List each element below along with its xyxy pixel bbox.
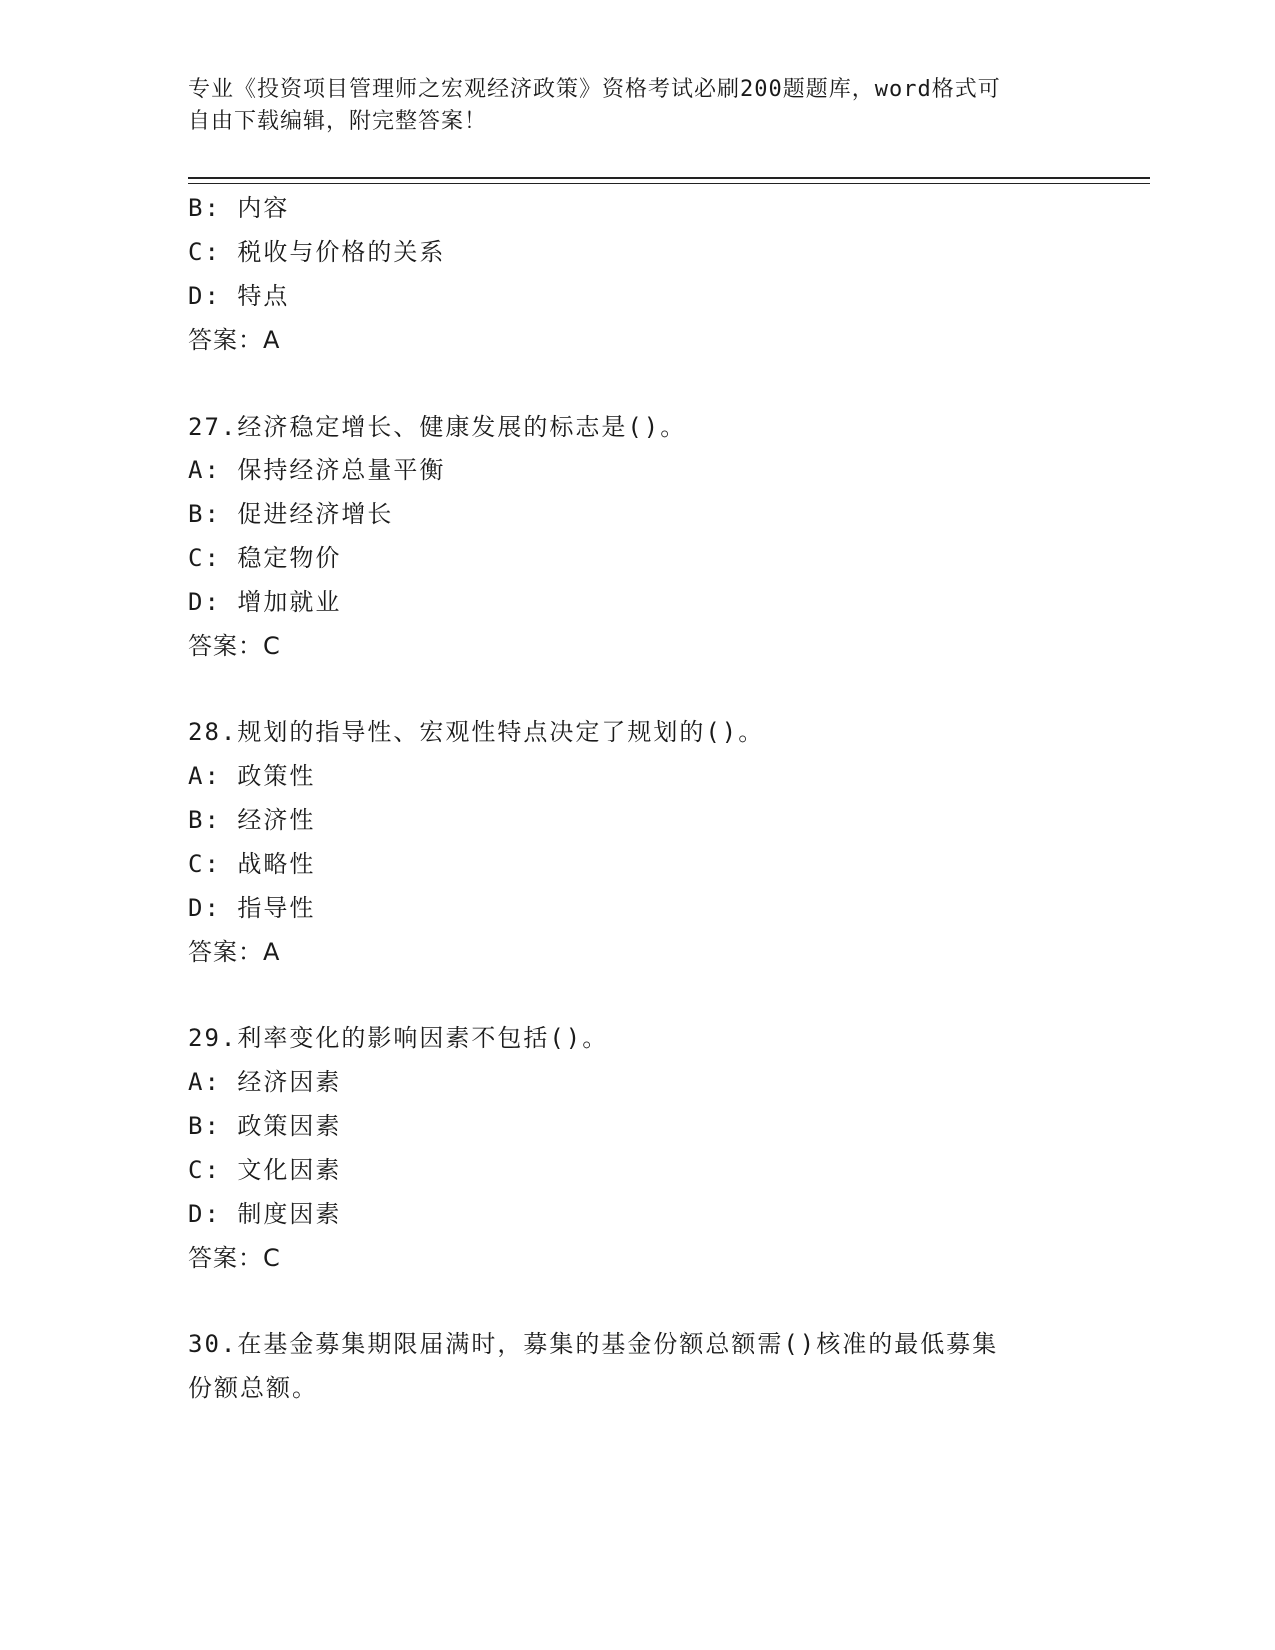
q29-option-b: B: 政策因素 bbox=[188, 1112, 342, 1140]
q29-option-d: D: 制度因素 bbox=[188, 1200, 342, 1228]
q27-option-a: A: 保持经济总量平衡 bbox=[188, 456, 446, 484]
q29-option-a: A: 经济因素 bbox=[188, 1068, 342, 1096]
q30-question-line-1: 30.在基金募集期限届满时，募集的基金份额总额需()核准的最低募集 bbox=[188, 1330, 999, 1358]
prev-option-d: D: 特点 bbox=[188, 282, 290, 310]
prev-option-c: C: 税收与价格的关系 bbox=[188, 238, 446, 266]
prev-answer: 答案：A bbox=[188, 326, 281, 354]
q28-option-a: A: 政策性 bbox=[188, 762, 316, 790]
q27-answer: 答案：C bbox=[188, 632, 281, 660]
q29-answer: 答案：C bbox=[188, 1244, 281, 1272]
document-header bbox=[188, 74, 1088, 138]
q28-option-d: D: 指导性 bbox=[188, 894, 316, 922]
q28-option-c: C: 战略性 bbox=[188, 850, 316, 878]
q27-option-b: B: 促进经济增长 bbox=[188, 500, 394, 528]
q28-answer: 答案：A bbox=[188, 938, 281, 966]
header-line-1: 专业《投资项目管理师之宏观经济政策》资格考试必刷200题题库，word格式可 bbox=[188, 77, 1001, 102]
header-line-2: 自由下载编辑，附完整答案！ bbox=[188, 109, 488, 134]
q29-question: 29.利率变化的影响因素不包括()。 bbox=[188, 1024, 609, 1052]
q27-question: 27.经济稳定增长、健康发展的标志是()。 bbox=[188, 413, 687, 441]
q27-option-c: C: 稳定物价 bbox=[188, 544, 342, 572]
q28-question: 28.规划的指导性、宏观性特点决定了规划的()。 bbox=[188, 718, 765, 746]
q27-option-d: D: 增加就业 bbox=[188, 588, 342, 616]
q30-question-line-2: 份额总额。 bbox=[188, 1374, 318, 1402]
q29-option-c: C: 文化因素 bbox=[188, 1156, 342, 1184]
prev-option-b: B: 内容 bbox=[188, 194, 290, 222]
q28-option-b: B: 经济性 bbox=[188, 806, 316, 834]
header-divider-thin bbox=[188, 183, 1150, 184]
header-divider-thick bbox=[188, 177, 1150, 179]
